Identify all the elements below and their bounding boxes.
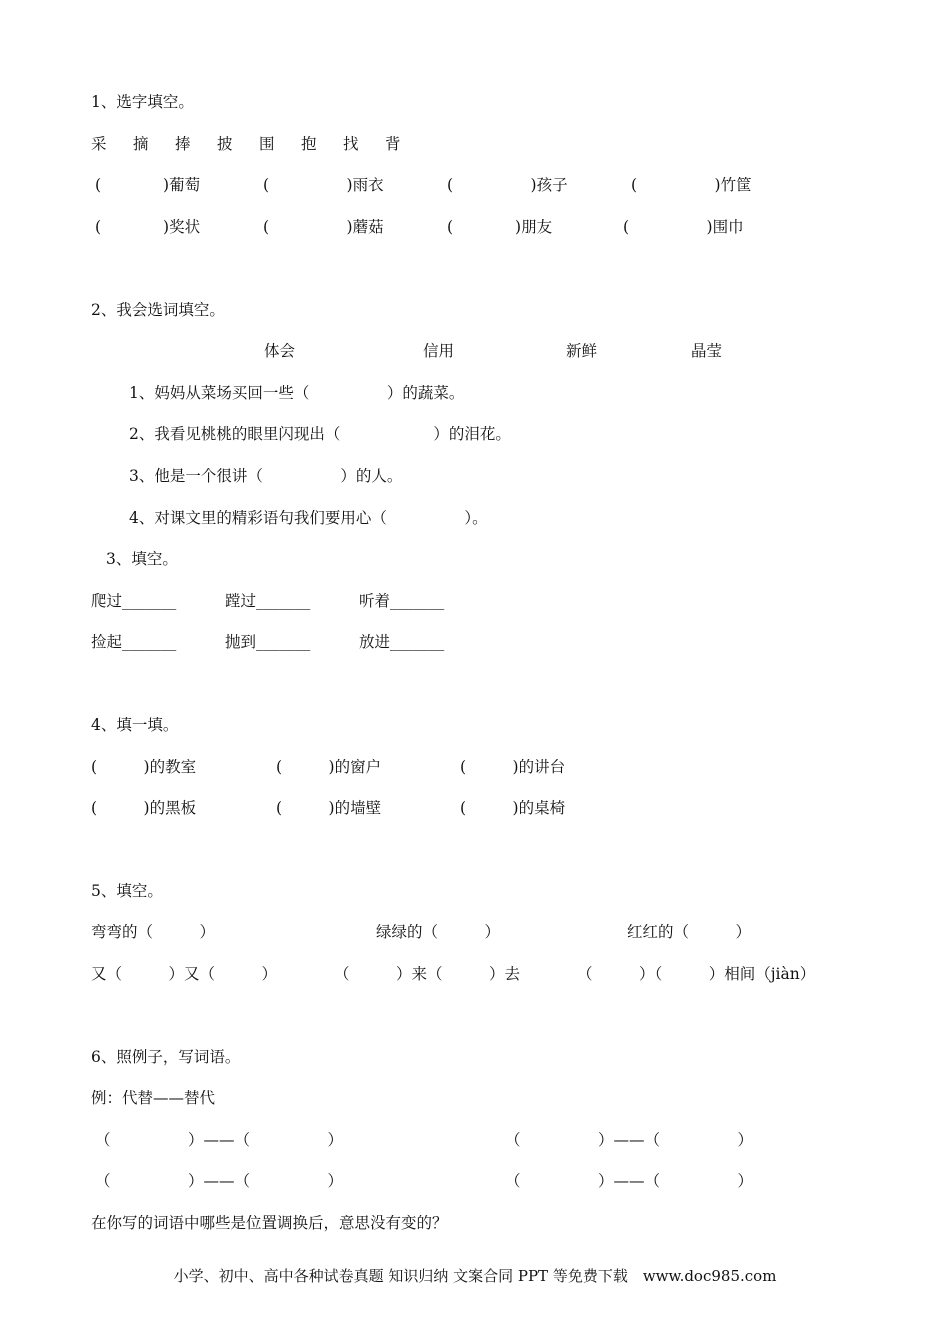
page-footer: 小学、初中、高中各种试卷真题 知识归纳 文案合同 PPT 等免费下载 www.doc985.com [173, 1267, 777, 1285]
q5-fill-item: 红红的（ ） [627, 923, 752, 941]
q6-title: 6、照例子，写词语。 [91, 1048, 241, 1066]
q6-question: 在你写的词语中哪些是位置调换后，意思没有变的？ [91, 1214, 448, 1232]
q2-word: 新鲜 [566, 342, 598, 360]
q1-title: 1、选字填空。 [91, 93, 194, 111]
q2-item: 4、对课文里的精彩语句我们要用心（ ）。 [129, 509, 488, 527]
q5-fill-item: （ ）（ ）相间（jiàn） [577, 965, 816, 983]
q4-blank-item: ( )的黑板 [91, 799, 197, 817]
q2-word: 信用 [423, 342, 455, 360]
q2-title: 2、我会选词填空。 [91, 301, 225, 319]
q1-blank-item: ( )奖状 [95, 218, 201, 236]
q3-fill-item: 爬过_______ [91, 592, 177, 610]
q2-item: 2、我看见桃桃的眼里闪现出（ ）的泪花。 [129, 425, 511, 443]
q1-blank-item: ( )朋友 [447, 218, 553, 236]
q5-title: 5、填空。 [91, 882, 163, 900]
q1-char: 抱 [301, 135, 317, 153]
q1-blank-item: ( )围巾 [623, 218, 744, 236]
q1-char: 捧 [175, 135, 191, 153]
q1-char: 围 [259, 135, 275, 153]
q1-blank-item: ( )葡萄 [95, 176, 201, 194]
q4-blank-item: ( )的桌椅 [460, 799, 566, 817]
q3-fill-item: 蹚过_______ [225, 592, 311, 610]
q1-blank-item: ( )竹筐 [631, 176, 752, 194]
q4-blank-item: ( )的墙壁 [276, 799, 382, 817]
q2-item: 3、他是一个很讲（ ）的人。 [129, 467, 403, 485]
q1-char: 背 [385, 135, 401, 153]
q6-pair-item: （ ）——（ ） [95, 1131, 344, 1149]
q1-char: 摘 [133, 135, 149, 153]
q1-blank-item: ( )孩子 [447, 176, 568, 194]
q2-item: 1、妈妈从菜场买回一些（ ）的蔬菜。 [129, 384, 465, 402]
q1-char: 披 [217, 135, 233, 153]
q3-fill-item: 放进_______ [359, 633, 445, 651]
q3-title: 3、填空。 [106, 550, 178, 568]
q3-fill-item: 抛到_______ [225, 633, 311, 651]
q5-fill-item: 绿绿的（ ） [376, 923, 501, 941]
q6-pair-item: （ ）——（ ） [505, 1172, 754, 1190]
q1-char: 找 [343, 135, 359, 153]
q4-blank-item: ( )的窗户 [276, 758, 382, 776]
q6-pair-item: （ ）——（ ） [95, 1172, 344, 1190]
q2-word: 体会 [264, 342, 296, 360]
q4-blank-item: ( )的讲台 [460, 758, 566, 776]
q2-word: 晶莹 [691, 342, 723, 360]
q3-fill-item: 听着_______ [359, 592, 445, 610]
q4-blank-item: ( )的教室 [91, 758, 197, 776]
q3-fill-item: 捡起_______ [91, 633, 177, 651]
q1-char: 采 [91, 135, 107, 153]
q5-fill-item: 弯弯的（ ） [91, 923, 216, 941]
q5-fill-item: （ ）来（ ）去 [334, 965, 521, 983]
q1-blank-item: ( )雨衣 [263, 176, 384, 194]
q1-blank-item: ( )蘑菇 [263, 218, 384, 236]
q6-pair-item: （ ）——（ ） [505, 1131, 754, 1149]
q5-fill-item: 又（ ）又（ ） [91, 965, 278, 983]
q6-example: 例：代替——替代 [91, 1089, 216, 1107]
q4-title: 4、填一填。 [91, 716, 179, 734]
